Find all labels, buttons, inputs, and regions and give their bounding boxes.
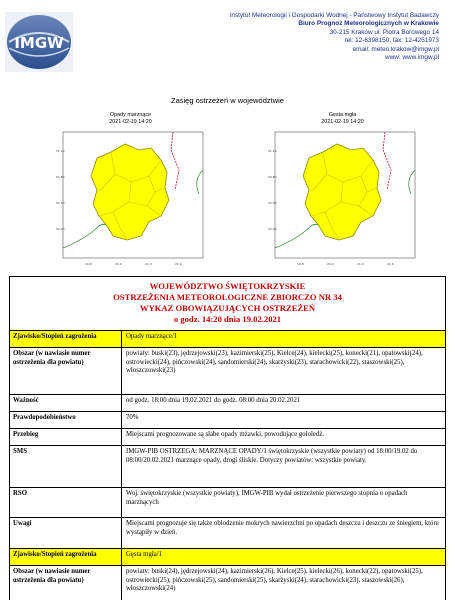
- table-row: [10, 446, 445, 488]
- map-datetime: 2021-02-19 14:20: [321, 118, 364, 125]
- row-value: Gęsta mgła/1: [122, 549, 445, 565]
- svg-text:21.6: 21.6: [175, 262, 182, 266]
- svg-text:21.6: 21.6: [387, 262, 394, 266]
- row-value: powiaty: buski(24), jędrzejowski(24), kazimierski(26), Kielce(25), kielecki(26), konecki(22), opatowski(25), ostrowiecki(25), pińczowski(25), sandomierski(25), skarżyski(24), starachowicki(23), staszowski(26), włoszczowski(24): [126, 568, 423, 593]
- svg-text:50.20: 50.20: [56, 227, 65, 231]
- row-value: od godz. 18:00 dnia 19.02.2021 do godz. 08:00 dnia 20.02.2021: [126, 397, 301, 404]
- row-value: powiaty: buski(23), jędrzejowski(23), kazimierski(25), Kielce(24), kielecki(25), konecki(21), opatowski(24), ostrowiecki(24), pińczowski(24), sandomierski(24), skarżyski(23), starachowicki(22), staszowski(25), włoszczowski(23): [126, 350, 423, 375]
- svg-text:50.80: 50.80: [268, 175, 277, 179]
- row-value: 70%: [126, 414, 139, 421]
- row-label: Zjawisko/Stopień zagrożenia: [10, 331, 122, 347]
- org-address: 30-215 Kraków ul. Piotra Borowego 14: [329, 28, 439, 36]
- map-dense-fog: [265, 112, 420, 274]
- list-title: WYKAZ OBOWIĄZUJĄCYCH OSTRZEŻEŃ: [139, 303, 316, 313]
- row-label: Zjawisko/Stopień zagrożenia: [10, 549, 122, 565]
- table-row: [10, 331, 445, 348]
- svg-text:50.20: 50.20: [268, 227, 277, 231]
- row-value: Miejscami prognozowane są słabe opady mżawki, powodujące gołoledź.: [126, 431, 324, 438]
- issue-time: o godz. 14:20 dnia 19.02.2021: [173, 314, 282, 324]
- map-caption: Opady marznące: [109, 112, 152, 118]
- table-row: [10, 412, 445, 429]
- warnings-table: [9, 276, 446, 600]
- row-label: Ważność: [10, 395, 122, 411]
- row-label: Obszar (w nawiasie numer ostrzeżenia dla powiatu): [10, 566, 122, 600]
- bulletin-title: OSTRZEŻENIA METEOROLOGICZNE ZBIORCZO NR 34: [113, 292, 342, 302]
- org-name: Instytut Meteorologii i Gospodarki Wodnej - Państwowy Instytut Badawczy: [229, 12, 439, 19]
- row-value: Opady marznące/1: [122, 331, 445, 347]
- map-caption: Gęsta mgła: [328, 112, 357, 118]
- logo-text: IMGW: [14, 34, 64, 52]
- map-freezing-rain: [53, 112, 208, 274]
- voivodeship-map: [265, 130, 420, 274]
- table-row: [10, 566, 445, 600]
- row-label: Uwagi: [10, 518, 122, 548]
- imgw-logo: [5, 12, 73, 72]
- svg-text:20.4: 20.4: [115, 262, 122, 266]
- row-label: Obszar (w nawiasie numer ostrzeżenia dla powiatu): [10, 348, 122, 394]
- row-label: Przebieg: [10, 429, 122, 445]
- voivodeship-map: [53, 130, 208, 274]
- organization-info: [139, 12, 439, 62]
- table-row: [10, 488, 445, 518]
- table-row: [10, 395, 445, 412]
- svg-text:51.10: 51.10: [56, 149, 65, 153]
- svg-text:21.0: 21.0: [145, 262, 152, 266]
- row-label: SMS: [10, 446, 122, 487]
- warnings-header: [10, 277, 445, 331]
- table-row: [10, 429, 445, 446]
- org-office: Biuro Prognoz Meteorologicznych w Krakowie: [298, 20, 439, 28]
- svg-text:20.4: 20.4: [327, 262, 334, 266]
- svg-text:50.80: 50.80: [56, 175, 65, 179]
- row-label: RSO: [10, 488, 122, 517]
- org-phone: tel: 12-6398150, fax: 12-4251973: [344, 37, 439, 45]
- org-website[interactable]: www: www.imgw.pl: [385, 54, 439, 62]
- row-label: Prawdopodobieństwo: [10, 412, 122, 428]
- svg-text:21.0: 21.0: [357, 262, 364, 266]
- section-title: Zasięg ostrzeżeń w województwie: [171, 96, 284, 105]
- svg-text:50.50: 50.50: [56, 201, 65, 205]
- row-value: Miejscami prognozuje się także oblodzenie mokrych nawierzchni po opadach deszczu i deszczu ze śniegiem, które wystąpiły w dzień.: [126, 520, 439, 536]
- svg-text:19.8: 19.8: [297, 262, 304, 266]
- table-row: [10, 549, 445, 566]
- svg-text:51.10: 51.10: [268, 149, 277, 153]
- map-datetime: 2021-02-19 14:20: [109, 118, 152, 125]
- table-row: [10, 348, 445, 395]
- row-value: IMGW-PIB OSTRZEGA: MARZNĄCE OPADY/1 świętokrzyskie (wszystkie powiaty) od 18:00/19.02 do 08:00/20.02.2021 marznące opady, drogi śliskie. Dotyczy powiatów: wszystkie powiaty.: [126, 448, 418, 464]
- row-value: Woj. świętokrzyskie (wszystkie powiaty), IMGW-PIB wydał ostrzeżenie pierwszego stopnia o opadach marznących: [126, 490, 408, 506]
- svg-text:19.8: 19.8: [85, 262, 92, 266]
- svg-text:50.50: 50.50: [268, 201, 277, 205]
- org-email[interactable]: email: meteo.krakow@imgw.pl: [352, 45, 439, 53]
- table-row: [10, 518, 445, 549]
- region-title: WOJEWÓDZTWO ŚWIĘTOKRZYSKIE: [149, 281, 306, 291]
